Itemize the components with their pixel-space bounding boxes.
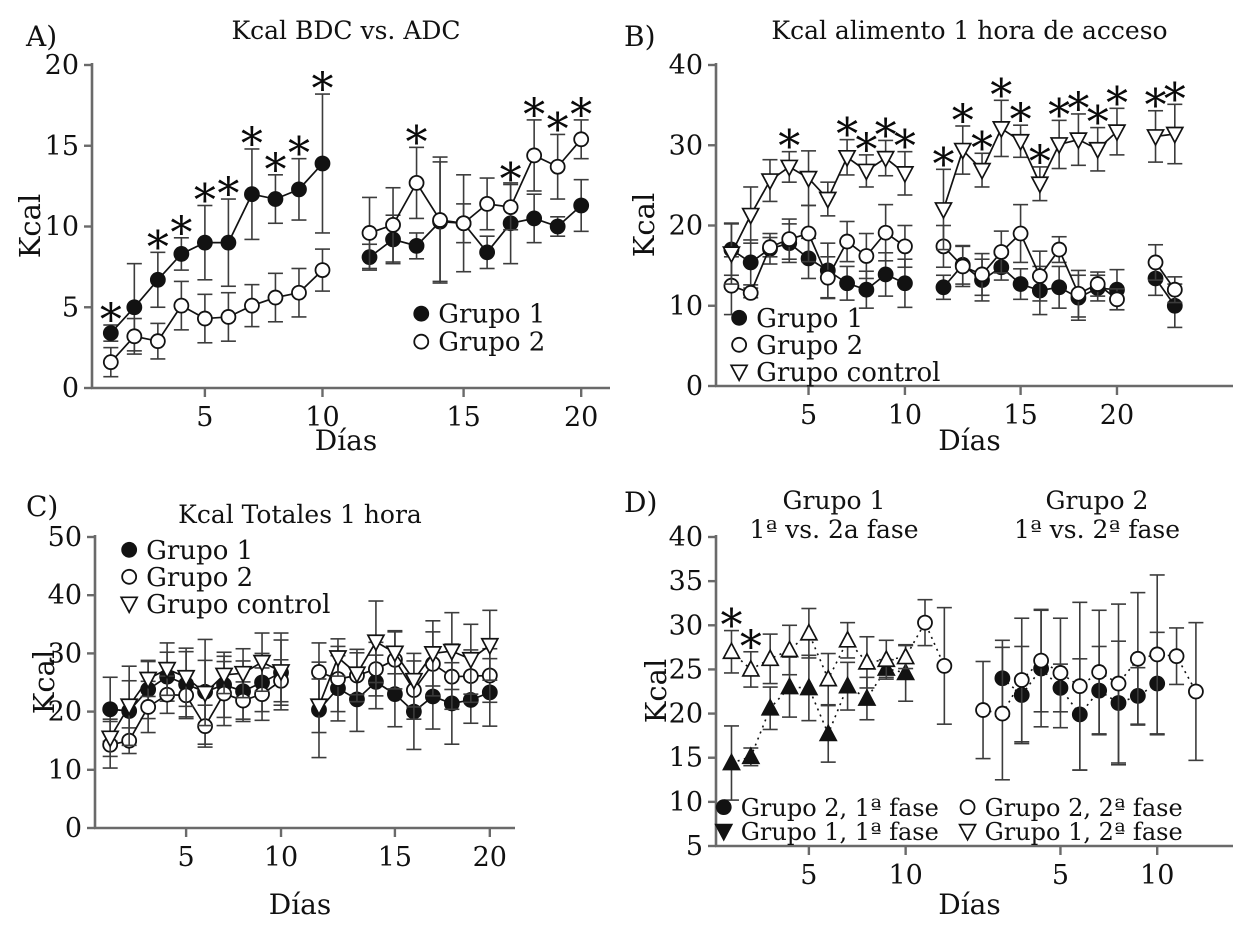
svg-text:30: 30: [668, 610, 703, 642]
svg-text:10: 10: [1140, 860, 1175, 891]
svg-text:5: 5: [799, 400, 818, 431]
svg-text:25: 25: [668, 654, 703, 686]
panel-b-label: B): [624, 20, 656, 53]
svg-text:40: 40: [668, 50, 703, 81]
svg-text:Grupo 1: Grupo 1: [756, 303, 864, 334]
svg-text:10: 10: [305, 402, 340, 433]
svg-text:15: 15: [1003, 400, 1038, 431]
svg-text:*: *: [778, 121, 801, 173]
svg-text:*: *: [570, 89, 593, 141]
svg-text:Grupo 2: Grupo 2: [146, 562, 254, 593]
svg-text:5: 5: [800, 860, 818, 891]
svg-text:15: 15: [668, 742, 703, 774]
svg-text:Grupo 1, 1ª fase: Grupo 1, 1ª fase: [740, 818, 939, 847]
panel-a-chart: [0, 0, 616, 460]
svg-text:*: *: [287, 128, 310, 180]
svg-text:30: 30: [47, 638, 82, 670]
svg-text:30: 30: [668, 130, 703, 162]
svg-text:*: *: [893, 121, 916, 173]
svg-text:5: 5: [177, 842, 195, 873]
svg-text:*: *: [836, 109, 859, 161]
svg-text:0: 0: [61, 373, 79, 404]
svg-text:15: 15: [377, 842, 413, 873]
svg-text:5: 5: [685, 831, 703, 862]
svg-text:0: 0: [685, 371, 703, 402]
svg-text:40: 40: [47, 580, 82, 612]
svg-text:Grupo 1: Grupo 1: [146, 535, 254, 566]
panel-d-title-grupo2: [1014, 486, 1180, 544]
svg-text:0: 0: [64, 813, 82, 844]
svg-text:20: 20: [668, 210, 703, 242]
svg-text:*: *: [1048, 90, 1071, 142]
svg-text:*: *: [170, 207, 193, 259]
svg-text:10: 10: [887, 400, 923, 431]
panel-c-title: Kcal Totales 1 hora: [178, 500, 422, 529]
panel-a: [0, 0, 616, 460]
svg-text:10: 10: [44, 211, 79, 243]
svg-text:10: 10: [668, 290, 703, 322]
svg-text:*: *: [311, 64, 334, 116]
svg-text:50: 50: [47, 522, 82, 553]
svg-text:*: *: [971, 123, 994, 175]
panel-a-title: Kcal BDC vs. ADC: [231, 16, 461, 45]
panel-c-xlabel: Días: [268, 888, 332, 921]
panel-d-title-grupo2-line2: 1ª vs. 2ª fase: [1013, 515, 1181, 544]
panel-a-xlabel: Días: [314, 424, 378, 457]
svg-text:15: 15: [446, 402, 481, 433]
panel-d-xlabel: Días: [938, 888, 1001, 921]
svg-text:*: *: [523, 89, 546, 141]
svg-text:20: 20: [47, 696, 82, 728]
panel-b-xlabel: Días: [938, 424, 1001, 457]
svg-text:*: *: [1067, 83, 1090, 135]
panel-c-label: C): [26, 490, 59, 523]
svg-text:Grupo 2: Grupo 2: [756, 330, 864, 361]
panel-a-label: A): [26, 20, 58, 53]
svg-text:Grupo 1, 2ª fase: Grupo 1, 2ª fase: [984, 818, 1183, 847]
svg-text:10: 10: [263, 842, 299, 873]
svg-text:*: *: [855, 124, 878, 176]
panel-d-ylabel: Kcal: [639, 658, 673, 724]
svg-text:20: 20: [44, 50, 79, 81]
svg-text:Grupo 2, 1ª fase: Grupo 2, 1ª fase: [740, 794, 939, 823]
svg-text:*: *: [1144, 80, 1167, 132]
svg-text:Grupo 1: Grupo 1: [438, 299, 546, 330]
svg-text:Grupo 2: Grupo 2: [438, 327, 546, 358]
svg-text:*: *: [932, 139, 955, 191]
svg-text:10: 10: [668, 786, 703, 818]
svg-text:*: *: [146, 222, 169, 274]
panel-d-title-grupo1: [749, 486, 918, 544]
svg-text:10: 10: [47, 754, 82, 786]
svg-text:*: *: [1009, 95, 1032, 147]
svg-text:*: *: [951, 95, 974, 147]
svg-text:5: 5: [61, 292, 79, 324]
panel-b-title: Kcal alimento 1 hora de acceso: [771, 16, 1168, 45]
panel-d-title-grupo1-line2: 1ª vs. 2a fase: [749, 515, 919, 544]
svg-text:*: *: [739, 621, 762, 673]
svg-text:*: *: [546, 104, 569, 156]
svg-text:Grupo control: Grupo control: [146, 589, 331, 620]
svg-text:5: 5: [1051, 860, 1070, 891]
panel-b-ylabel: Kcal: [627, 192, 661, 258]
svg-text:5: 5: [196, 402, 214, 433]
svg-text:20: 20: [668, 698, 703, 730]
svg-text:*: *: [99, 295, 122, 347]
svg-text:*: *: [720, 600, 743, 652]
svg-text:*: *: [990, 70, 1013, 122]
panel-d-title-grupo2-line1: Grupo 2: [1045, 486, 1149, 515]
svg-text:15: 15: [44, 130, 79, 162]
svg-text:Grupo control: Grupo control: [756, 357, 941, 388]
svg-text:*: *: [499, 154, 522, 206]
panel-d-title-grupo1-line1: Grupo 1: [782, 486, 886, 515]
svg-text:*: *: [264, 144, 287, 196]
svg-text:40: 40: [668, 522, 703, 553]
panel-c-ylabel: Kcal: [27, 649, 61, 715]
panel-d: [616, 460, 1233, 934]
svg-text:Grupo 2, 2ª fase: Grupo 2, 2ª fase: [984, 794, 1183, 823]
svg-text:10: 10: [888, 860, 923, 891]
svg-text:*: *: [217, 169, 240, 221]
panel-d-label: D): [624, 486, 658, 519]
svg-text:*: *: [405, 117, 428, 169]
panel-b-chart: [616, 0, 1233, 460]
svg-text:*: *: [1105, 78, 1128, 130]
svg-text:*: *: [1028, 136, 1051, 188]
svg-text:*: *: [193, 175, 216, 227]
svg-text:35: 35: [668, 566, 703, 598]
panel-a-ylabel: Kcal: [13, 193, 47, 259]
svg-text:20: 20: [564, 402, 599, 433]
panel-b: [616, 0, 1233, 460]
svg-text:*: *: [874, 110, 897, 162]
panel-c: [0, 460, 616, 934]
svg-text:20: 20: [472, 842, 507, 873]
svg-text:20: 20: [1099, 400, 1135, 431]
svg-text:*: *: [240, 118, 263, 170]
svg-text:*: *: [1086, 97, 1109, 149]
panel-c-chart: [0, 460, 616, 934]
svg-text:*: *: [1163, 74, 1186, 126]
